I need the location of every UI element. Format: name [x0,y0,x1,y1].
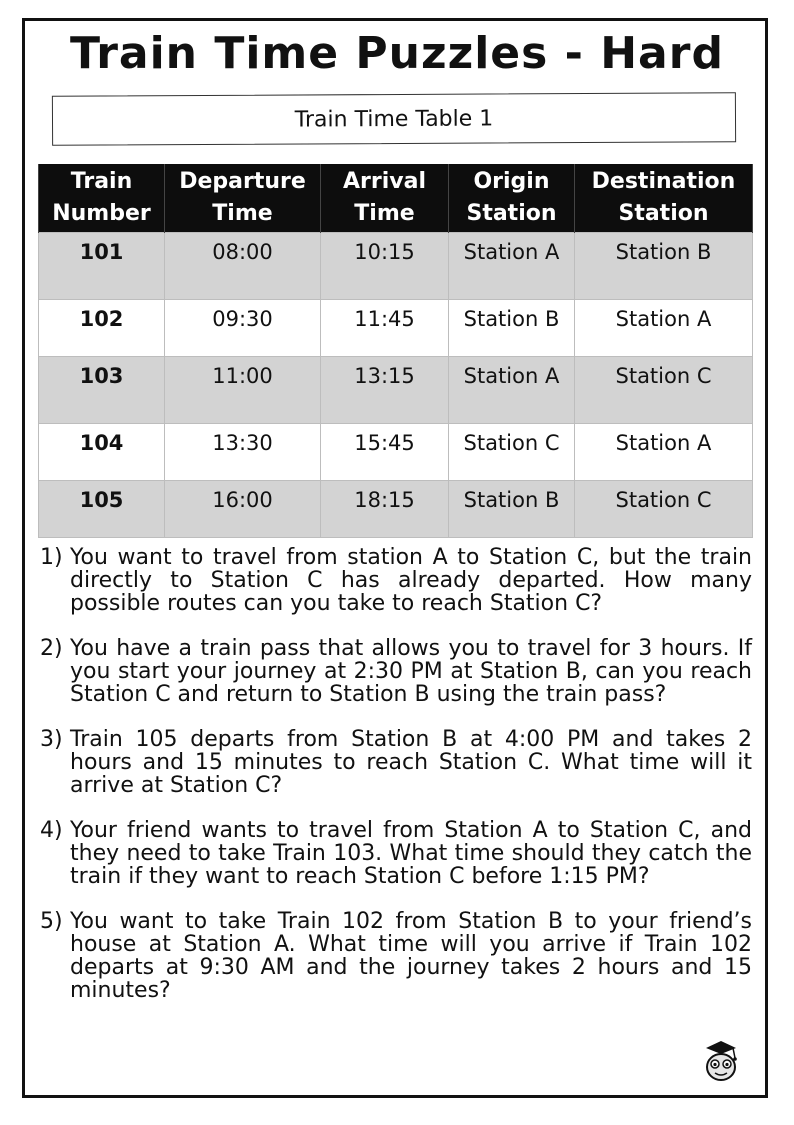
cell-departure-time: 08:00 [165,233,321,300]
question-number: 1) [40,545,63,570]
cell-arrival-time: 10:15 [321,233,449,300]
cell-destination-station: Station C [575,357,753,424]
cell-arrival-time: 15:45 [321,424,449,481]
cell-departure-time: 16:00 [165,481,321,538]
header-destination-station: Destination Station [575,164,753,233]
question-item [40,728,752,797]
cell-arrival-time: 18:15 [321,481,449,538]
question-text: You want to travel from station A to Station C, but the train directly to Station C has already departed. How many possible routes can you take to reach Station C? [70,545,752,616]
page-title: Train Time Puzzles - Hard [70,28,724,79]
cell-train-number: 102 [39,300,165,357]
question-text: You want to take Train 102 from Station B to your friend’s house at Station A. What time will you arrive if Train 102 departs at 9:30 AM and the journey takes 2 hours and 15 minutes? [70,909,752,1003]
cell-train-number: 101 [39,233,165,300]
question-text: Train 105 departs from Station B at 4:00 PM and takes 2 hours and 15 minutes to reach Station C. What time will it arrive at Station C? [70,727,752,798]
cell-destination-station: Station B [575,233,753,300]
question-number: 4) [40,818,63,843]
table-row [39,357,753,424]
header-origin-station: Origin Station [449,164,575,233]
table-caption-box [52,92,736,146]
cell-train-number: 105 [39,481,165,538]
question-number: 2) [40,636,63,661]
cell-departure-time: 13:30 [165,424,321,481]
cell-train-number: 103 [39,357,165,424]
cell-train-number: 104 [39,424,165,481]
table-row [39,481,753,538]
cell-arrival-time: 11:45 [321,300,449,357]
cell-origin-station: Station A [449,233,575,300]
question-text: You have a train pass that allows you to travel for 3 hours. If you start your journey at 2:30 PM at Station B, can you reach Station C and return to Station B using the train pass? [70,636,752,707]
question-item [40,546,752,615]
question-item [40,819,752,888]
question-list [40,546,752,1024]
header-departure-time: Departure Time [165,164,321,233]
cell-arrival-time: 13:15 [321,357,449,424]
cell-departure-time: 11:00 [165,357,321,424]
cell-destination-station: Station A [575,424,753,481]
cell-origin-station: Station C [449,424,575,481]
header-train-number: Train Number [39,164,165,233]
cell-origin-station: Station B [449,300,575,357]
graduate-mascot-icon [698,1038,744,1084]
cell-destination-station: Station C [575,481,753,538]
question-text: Your friend wants to travel from Station A to Station C, and they need to take Train 103. What time should they catch the train if they want to reach Station C before 1:15 PM? [70,818,752,889]
table-row [39,300,753,357]
question-item [40,637,752,706]
question-number: 3) [40,727,63,752]
table-header-row [39,164,753,233]
header-arrival-time: Arrival Time [321,164,449,233]
cell-origin-station: Station B [449,481,575,538]
question-item [40,910,752,1002]
table-row [39,233,753,300]
table-caption: Train Time Table 1 [294,105,494,133]
cell-departure-time: 09:30 [165,300,321,357]
question-number: 5) [40,909,63,934]
cell-origin-station: Station A [449,357,575,424]
table-row [39,424,753,481]
cell-destination-station: Station A [575,300,753,357]
train-timetable [38,164,753,538]
